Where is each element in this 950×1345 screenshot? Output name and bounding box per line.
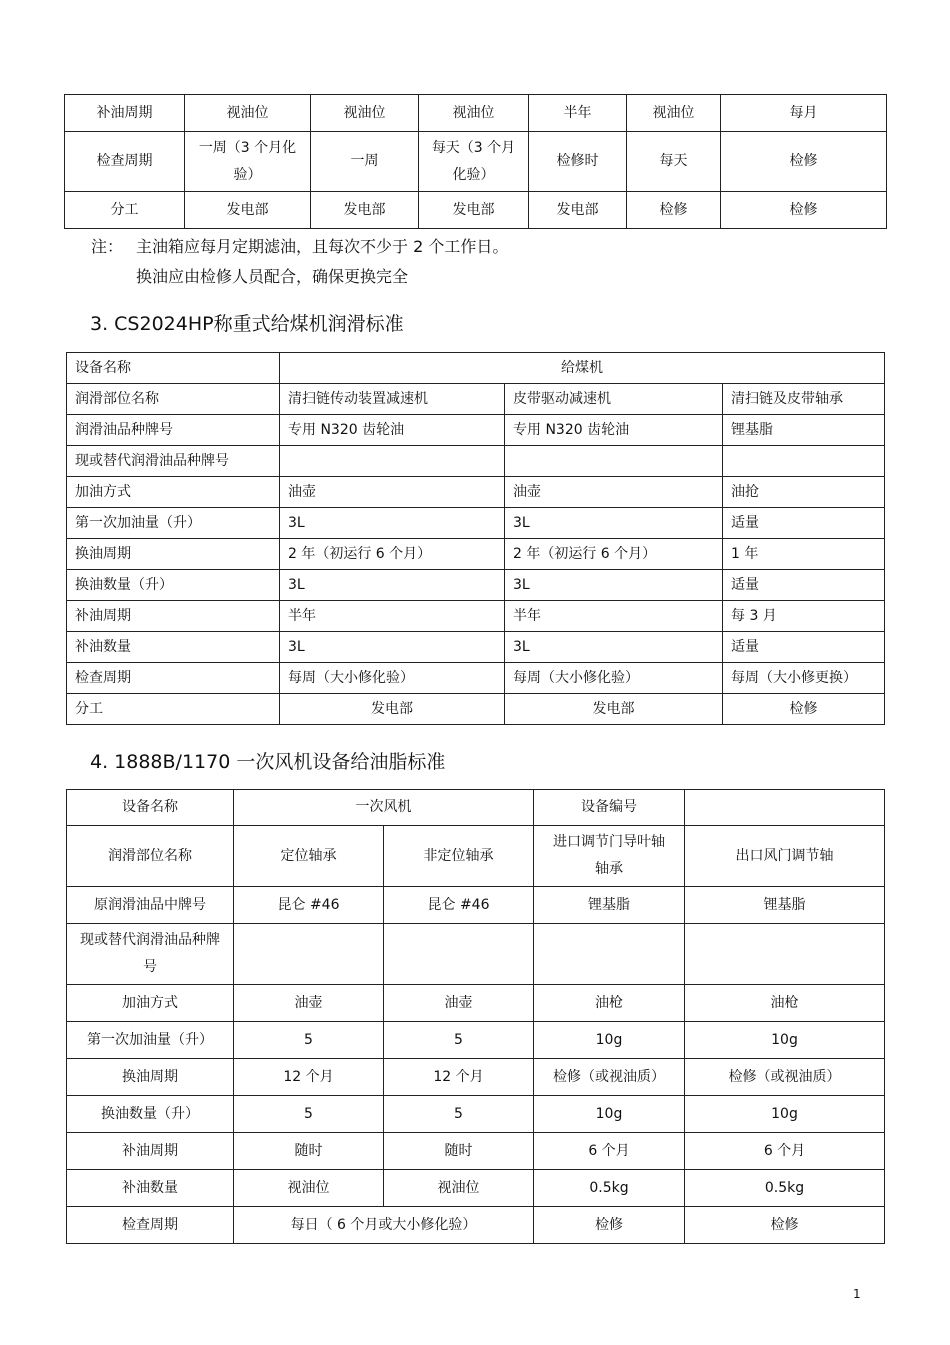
table-cell: 视油位 (234, 1170, 384, 1207)
table-cell: 一次风机 (234, 790, 534, 826)
table-cell: 5 (384, 1096, 534, 1133)
table-row (67, 1207, 885, 1244)
table-cell: 3L (280, 632, 505, 663)
table-cell: 油枪 (534, 985, 685, 1022)
table-cell: 10g (685, 1096, 885, 1133)
table-cell: 发电部 (185, 192, 311, 229)
table-cell: 换油周期 (67, 1059, 234, 1096)
table-cell: 设备编号 (534, 790, 685, 826)
table-cell (685, 790, 885, 826)
table-cell: 锂基脂 (685, 887, 885, 924)
table-cell: 检修 (723, 694, 885, 725)
table-cell: 昆仑 #46 (234, 887, 384, 924)
table-cell: 现或替代润滑油品种牌号 (67, 446, 280, 477)
table-cell: 出口风门调节轴 (685, 826, 885, 887)
table-cell: 补油数量 (67, 1170, 234, 1207)
table-cell: 每月 (721, 95, 887, 132)
table-cell: 锂基脂 (723, 415, 885, 446)
table-cell: 补油周期 (67, 601, 280, 632)
table-cell: 第一次加油量（升） (67, 1022, 234, 1059)
table-row (67, 601, 885, 632)
table-cell: 随时 (384, 1133, 534, 1170)
table-cell: 检修 (721, 132, 887, 192)
table-cell: 现或替代润滑油品种牌号 (67, 924, 234, 985)
table-cell: 随时 (234, 1133, 384, 1170)
table-cell (384, 924, 534, 985)
table-cell: 锂基脂 (534, 887, 685, 924)
table-cell: 半年 (529, 95, 627, 132)
oil-schedule-table-top (64, 94, 887, 229)
table-cell: 每 3 月 (723, 601, 885, 632)
table-cell: 专用 N320 齿轮油 (505, 415, 723, 446)
table-cell: 3L (280, 508, 505, 539)
table-cell: 发电部 (311, 192, 419, 229)
table-row (65, 132, 887, 192)
table-row (67, 1170, 885, 1207)
table-row (67, 415, 885, 446)
table-cell: 检查周期 (65, 132, 185, 192)
table-cell (234, 924, 384, 985)
table-cell: 适量 (723, 632, 885, 663)
table-cell: 油壶 (384, 985, 534, 1022)
table-cell: 适量 (723, 508, 885, 539)
table-cell: 润滑部位名称 (67, 384, 280, 415)
table-cell: 一周 (311, 132, 419, 192)
table-cell: 检修 (685, 1207, 885, 1244)
table-cell: 1 年 (723, 539, 885, 570)
table-cell: 适量 (723, 570, 885, 601)
table-cell: 加油方式 (67, 985, 234, 1022)
table-cell: 一周（3 个月化验） (185, 132, 311, 192)
table-cell: 12 个月 (384, 1059, 534, 1096)
table-cell (505, 446, 723, 477)
note-line-2: 换油应由检修人员配合，确保更换完全 (136, 267, 409, 286)
table-cell: 每日（ 6 个月或大小修化验） (234, 1207, 534, 1244)
table-cell: 检修 (721, 192, 887, 229)
table-cell: 6 个月 (534, 1133, 685, 1170)
table-cell: 视油位 (311, 95, 419, 132)
section-4-heading: 4. 1888B/1170 一次风机设备给油脂标准 (90, 751, 446, 773)
table-cell: 润滑部位名称 (67, 826, 234, 887)
table-cell: 给煤机 (280, 353, 885, 384)
table-cell: 检查周期 (67, 663, 280, 694)
table-cell: 3L (505, 570, 723, 601)
table-cell: 定位轴承 (234, 826, 384, 887)
table-row (67, 663, 885, 694)
table-row (67, 508, 885, 539)
table-cell: 10g (534, 1096, 685, 1133)
table-cell: 发电部 (280, 694, 505, 725)
table-row (67, 384, 885, 415)
table-row (67, 1096, 885, 1133)
table-cell: 每周（大小修化验） (280, 663, 505, 694)
table-cell: 润滑油品种牌号 (67, 415, 280, 446)
table-cell: 补油周期 (65, 95, 185, 132)
table-row (67, 1133, 885, 1170)
table-cell: 油枪 (685, 985, 885, 1022)
table-cell: 每天 (627, 132, 721, 192)
table-cell: 皮带驱动减速机 (505, 384, 723, 415)
table-cell: 设备名称 (67, 353, 280, 384)
table-cell: 换油周期 (67, 539, 280, 570)
table-cell: 5 (234, 1096, 384, 1133)
table-cell: 设备名称 (67, 790, 234, 826)
table-cell: 3L (280, 570, 505, 601)
table-cell: 5 (384, 1022, 534, 1059)
table-cell: 油壶 (505, 477, 723, 508)
table-cell: 换油数量（升） (67, 1096, 234, 1133)
table-cell: 视油位 (185, 95, 311, 132)
table-cell: 2 年（初运行 6 个月） (280, 539, 505, 570)
table-cell (685, 924, 885, 985)
table-cell: 2 年（初运行 6 个月） (505, 539, 723, 570)
section-3-heading: 3. CS2024HP称重式给煤机润滑标准 (90, 313, 404, 335)
table-cell: 换油数量（升） (67, 570, 280, 601)
table-row (67, 985, 885, 1022)
table-cell: 视油位 (419, 95, 529, 132)
table-row (65, 192, 887, 229)
table-cell: 非定位轴承 (384, 826, 534, 887)
table-row (67, 632, 885, 663)
primary-fan-grease-table (66, 789, 885, 1244)
table-cell: 半年 (505, 601, 723, 632)
table-cell: 每天（3 个月化验） (419, 132, 529, 192)
table-cell: 10g (685, 1022, 885, 1059)
table-cell: 检修（或视油质） (534, 1059, 685, 1096)
table-cell: 分工 (67, 694, 280, 725)
table-cell: 加油方式 (67, 477, 280, 508)
table-cell: 视油位 (384, 1170, 534, 1207)
table-cell: 3L (505, 508, 723, 539)
table-cell: 0.5kg (685, 1170, 885, 1207)
page-number: 1 (853, 1287, 861, 1301)
table-cell: 清扫链及皮带轴承 (723, 384, 885, 415)
table-cell: 检修 (534, 1207, 685, 1244)
coal-feeder-lubrication-table (66, 352, 885, 725)
table-cell: 12 个月 (234, 1059, 384, 1096)
table-cell: 检修时 (529, 132, 627, 192)
table-header-row (67, 790, 885, 826)
table-row (67, 826, 885, 887)
table-row (67, 539, 885, 570)
note-prefix: 注： (91, 237, 124, 256)
table-cell: 检修（或视油质） (685, 1059, 885, 1096)
table-cell: 原润滑油品中牌号 (67, 887, 234, 924)
table-row (67, 570, 885, 601)
table-cell: 5 (234, 1022, 384, 1059)
table-cell (723, 446, 885, 477)
table-cell: 6 个月 (685, 1133, 885, 1170)
table-cell (280, 446, 505, 477)
table-row (67, 887, 885, 924)
table-cell: 发电部 (419, 192, 529, 229)
table-cell: 油壶 (280, 477, 505, 508)
table-cell: 补油周期 (67, 1133, 234, 1170)
table-row (67, 694, 885, 725)
table-cell: 清扫链传动装置减速机 (280, 384, 505, 415)
table-header-row (67, 353, 885, 384)
table-cell: 每周（大小修化验） (505, 663, 723, 694)
table-cell: 补油数量 (67, 632, 280, 663)
table-cell (534, 924, 685, 985)
table-cell: 第一次加油量（升） (67, 508, 280, 539)
table-row (65, 95, 887, 132)
table-row (67, 1022, 885, 1059)
table-cell: 0.5kg (534, 1170, 685, 1207)
table-cell: 昆仑 #46 (384, 887, 534, 924)
table-cell: 发电部 (529, 192, 627, 229)
table-cell: 进口调节门导叶轴轴承 (534, 826, 685, 887)
table-cell: 视油位 (627, 95, 721, 132)
table-cell: 油壶 (234, 985, 384, 1022)
table-row (67, 1059, 885, 1096)
table-cell: 每周（大小修更换） (723, 663, 885, 694)
table-row (67, 477, 885, 508)
table-cell: 油抢 (723, 477, 885, 508)
table-cell: 检查周期 (67, 1207, 234, 1244)
table-cell: 半年 (280, 601, 505, 632)
table-cell: 10g (534, 1022, 685, 1059)
table-row (67, 924, 885, 985)
table-row (67, 446, 885, 477)
table-cell: 检修 (627, 192, 721, 229)
table-cell: 专用 N320 齿轮油 (280, 415, 505, 446)
table-cell: 发电部 (505, 694, 723, 725)
note-line-1: 主油箱应每月定期滤油，且每次不少于 2 个工作日。 (136, 237, 509, 256)
table-cell: 分工 (65, 192, 185, 229)
table-cell: 3L (505, 632, 723, 663)
